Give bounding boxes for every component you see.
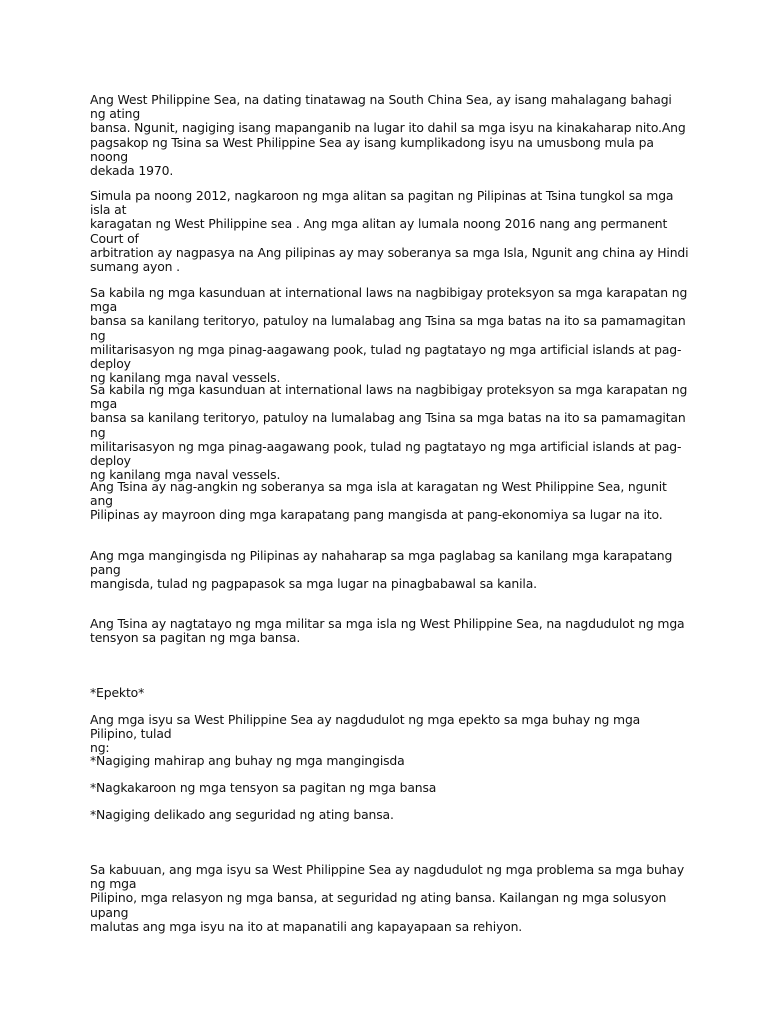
paragraph-conclusion: Sa kabuuan, ang mga isyu sa West Philippine Sea ay nagdudulot ng mga problema sa mga buhay ng mga Pilipino, mga relasyon ng mga bansa, at seguridad ng ating bansa. Kailangan ng mga solusyon upang malutas ang mga isyu na ito at mapanatili ang kapayapaan sa rehiyon.: [90, 862, 685, 934]
effect-item-tensions: *Nagkakaroon ng mga tensyon sa pagitan ng mga bansa: [90, 780, 437, 795]
effect-item-security: *Nagiging delikado ang seguridad ng ating bansa.: [90, 807, 394, 822]
paragraph-sovereignty-claim: Ang Tsina ay nag-angkin ng soberanya sa mga isla at karagatan ng West Philippine Sea, ngunit ang Pilipinas ay mayroon ding mga karapatang pang mangisda at pang-ekonomiya sa lugar na ito.: [90, 479, 667, 523]
paragraph-international-laws: Sa kabila ng mga kasunduan at international laws na nagbibigay proteksyon sa mga karapatan ng mga bansa sa kanilang teritoryo, patuloy na lumalabag ang Tsina sa mga batas na ito sa pamamagitan ng militarisasyon ng mga pinag-aagawang pook, tulad ng pagtatayo ng mga artificial islands at pag-deploy ng kanilang mga naval vessels.: [90, 285, 688, 386]
effect-item-fishermen: *Nagiging mahirap ang buhay ng mga mangingisda: [90, 753, 405, 768]
paragraph-international-laws-repeat: Sa kabila ng mga kasunduan at international laws na nagbibigay proteksyon sa mga karapatan ng mga bansa sa kanilang teritoryo, patuloy na lumalabag ang Tsina sa mga batas na ito sa pamamagitan ng militarisasyon ng mga pinag-aagawang pook, tulad ng pagtatayo ng mga artificial islands at pag-deploy ng kanilang mga naval vessels.: [90, 382, 688, 483]
paragraph-militarization: Ang Tsina ay nagtatayo ng mga militar sa mga isla ng West Philippine Sea, na nagdudulot ng mga tensyon sa pagitan ng mga bansa.: [90, 616, 685, 646]
paragraph-2012-dispute: Simula pa noong 2012, nagkaroon ng mga alitan sa pagitan ng Pilipinas at Tsina tungkol sa mga isla at karagatan ng West Philippine sea . Ang mga alitan ay lumala noong 2016 nang ang permanent Court of arbitration ay nagpasya na Ang pilipinas ay may soberanya sa mga Isla, Ngunit ang china ay Hindi sumang ayon .: [90, 188, 689, 275]
paragraph-fishermen: Ang mga mangingisda ng Pilipinas ay nahaharap sa mga paglabag sa kanilang mga karapatang pang mangisda, tulad ng pagpapasok sa mga lugar na pinagbabawal sa kanila.: [90, 548, 673, 592]
section-heading-epekto: *Epekto*: [90, 685, 145, 700]
paragraph-effects-intro: Ang mga isyu sa West Philippine Sea ay nagdudulot ng mga epekto sa mga buhay ng mga Pilipino, tulad ng:: [90, 712, 641, 756]
paragraph-intro: Ang West Philippine Sea, na dating tinatawag na South China Sea, ay isang mahalagang bahagi ng ating bansa. Ngunit, nagiging isang mapanganib na lugar ito dahil sa mga isyu na kinakaharap nito.Ang pagsakop ng Tsina sa West Philippine Sea ay isang kumplikadong isyu na umusbong mula pa noong dekada 1970.: [90, 92, 686, 179]
